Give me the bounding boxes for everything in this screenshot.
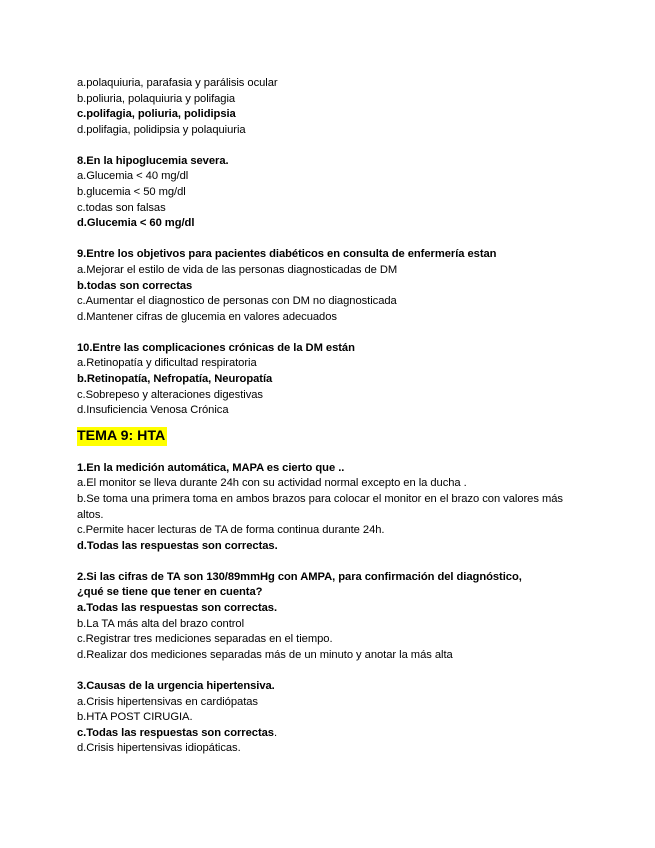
option-8d-correct: d.Glucemia < 60 mg/dl [77,217,195,230]
tema9-question-2 [77,570,585,664]
tema9-option-2a-correct: a.Todas las respuestas son correctas. [77,602,278,615]
question-10-text: 10.Entre las complicaciones crónicas de la DM están [77,341,355,354]
question-10 [77,341,585,419]
tema9-option-1d-correct: d.Todas las respuestas son correctas. [77,539,278,552]
question-9 [77,247,585,325]
tema9-option-3c-row [77,726,585,742]
tema9-question-2-text-line1: 2.Si las cifras de TA son 130/89mmHg con AMPA, para confirmación del diagnóstico, [77,570,522,583]
option-8c: c.todas son falsas [77,201,166,214]
question-8 [77,154,585,232]
section-heading-tema-9: TEMA 9: HTA [77,427,166,444]
option-7d: d.polifagia, polidipsia y polaquiuria [77,123,246,136]
question-9-text: 9.Entre los objetivos para pacientes diabéticos en consulta de enfermería estan [77,248,497,261]
option-7c-correct: c.polifagia, poliuria, polidipsia [77,108,236,121]
question-7-options [77,76,585,138]
option-7b: b.poliuria, polaquiuria y polifagia [77,92,236,105]
tema9-option-1c: c.Permite hacer lecturas de TA de forma continua durante 24h. [77,524,385,537]
tema9-question-3-text: 3.Causas de la urgencia hipertensiva. [77,679,275,692]
tema9-question-1-text: 1.En la medición automática, MAPA es cierto que .. [77,461,345,474]
tema9-option-3d: d.Crisis hipertensivas idiopáticas. [77,742,241,755]
tema9-option-3c-period: . [273,726,278,739]
tema9-option-2b: b.La TA más alta del brazo control [77,617,245,630]
tema9-question-1 [77,461,585,555]
tema9-option-3b: b.HTA POST CIRUGIA. [77,711,193,724]
tema9-option-2c: c.Registrar tres mediciones separadas en el tiempo. [77,633,333,646]
option-9d: d.Mantener cifras de glucemia en valores adecuados [77,310,337,323]
option-10d: d.Insuficiencia Venosa Crónica [77,404,229,417]
tema9-question-2-text-line2: ¿qué se tiene que tener en cuenta? [77,586,263,599]
tema9-option-1a: a.El monitor se lleva durante 24h con su actividad normal excepto en la ducha . [77,477,467,490]
option-10a: a.Retinopatía y dificultad respiratoria [77,357,257,370]
option-7a: a.polaquiuria, parafasia y parálisis ocular [77,77,278,89]
option-9b-correct: b.todas son correctas [77,279,193,292]
question-8-text: 8.En la hipoglucemia severa. [77,154,229,167]
tema9-option-3a: a.Crisis hipertensivas en cardiópatas [77,695,258,708]
tema9-option-3c-correct: c.Todas las respuestas son correctas [77,726,274,739]
option-8a: a.Glucemia < 40 mg/dl [77,170,189,183]
option-9a: a.Mejorar el estilo de vida de las personas diagnosticadas de DM [77,263,398,276]
option-10b-correct: b.Retinopatía, Nefropatía, Neuropatía [77,373,273,385]
option-9c: c.Aumentar el diagnostico de personas con DM no diagnosticada [77,295,397,308]
tema9-option-1b: b.Se toma una primera toma en ambos brazos para colocar el monitor en el brazo con valores más altos. [77,492,563,521]
tema9-question-3 [77,679,585,757]
option-10c: c.Sobrepeso y alteraciones digestivas [77,388,263,401]
option-8b: b.glucemia < 50 mg/dl [77,186,186,199]
tema9-option-2d: d.Realizar dos mediciones separadas más de un minuto y anotar la más alta [77,648,453,661]
